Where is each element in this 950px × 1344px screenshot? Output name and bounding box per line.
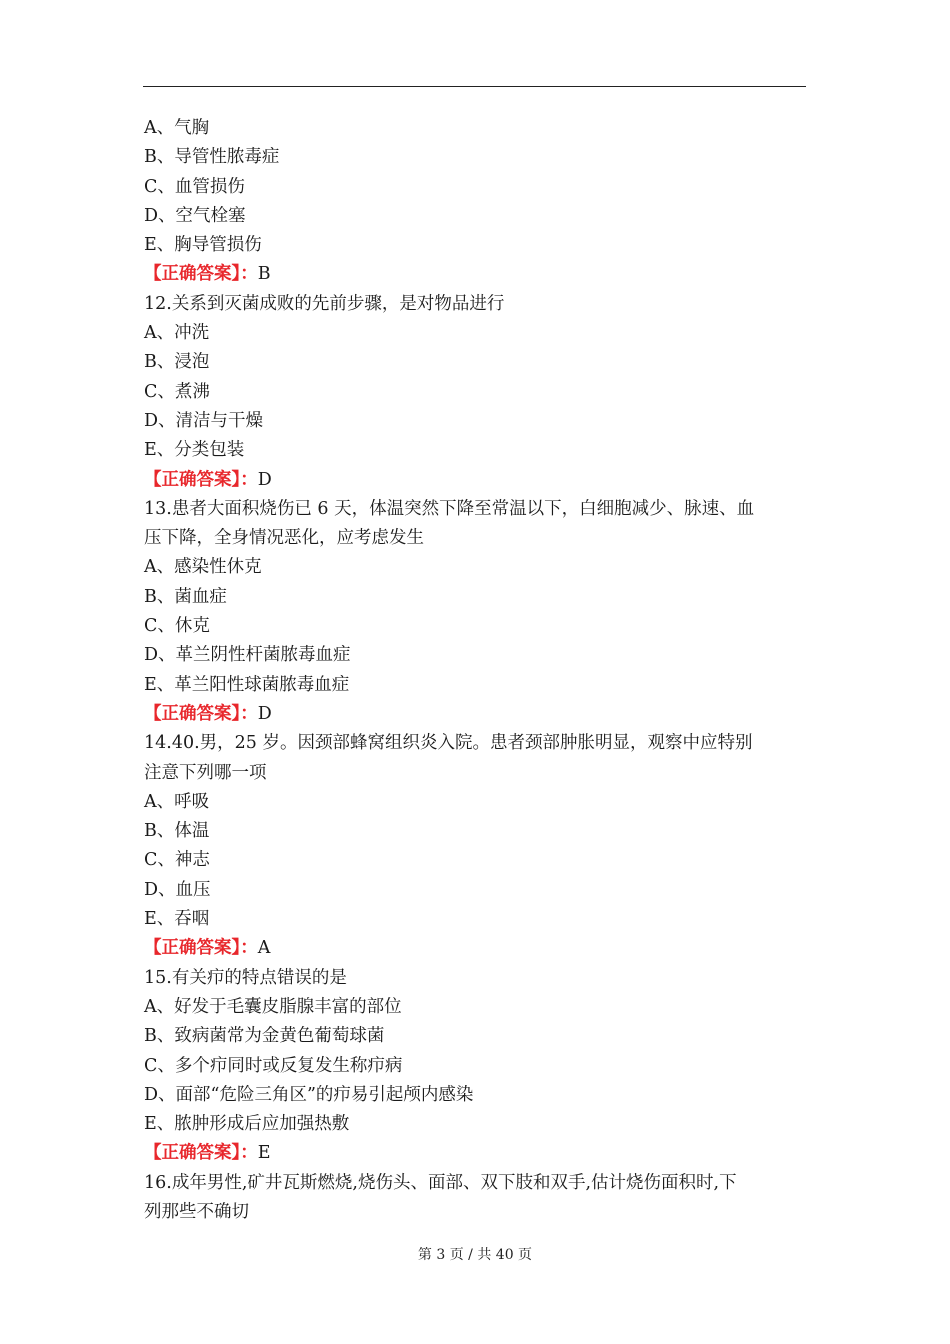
option-line: E、脓肿形成后应加强热敷 xyxy=(144,1114,350,1135)
question-line: 16.成年男性,矿井瓦斯燃烧,烧伤头、面部、双下肢和双手,估计烧伤面积时,下 xyxy=(144,1172,737,1193)
answer-label: 【正确答案】 xyxy=(144,1143,241,1164)
answer-value: D xyxy=(257,469,272,490)
question-line: 注意下列哪一项 xyxy=(144,762,267,783)
answer-separator: ： xyxy=(240,1143,258,1164)
option-line: D、空气栓塞 xyxy=(144,205,246,226)
question-line: 15.有关疖的特点错误的是 xyxy=(144,967,347,988)
option-line: D、血压 xyxy=(144,879,211,900)
option-line: B、导管性脓毒症 xyxy=(144,147,280,168)
page-content xyxy=(144,114,806,1227)
option-line: C、神志 xyxy=(144,850,210,871)
answer-value: E xyxy=(257,1143,271,1164)
question-line: 列那些不确切 xyxy=(144,1201,249,1222)
header-rule xyxy=(143,86,806,87)
option-line: C、休克 xyxy=(144,616,210,637)
option-line: E、分类包装 xyxy=(144,440,245,461)
option-line: B、致病菌常为金黄色葡萄球菌 xyxy=(144,1026,385,1047)
option-line: D、革兰阴性杆菌脓毒血症 xyxy=(144,645,351,666)
option-line: A、呼吸 xyxy=(144,791,210,812)
option-line: D、清洁与干燥 xyxy=(144,410,264,431)
answer-label: 【正确答案】 xyxy=(144,264,241,285)
answer-separator: ： xyxy=(240,703,258,724)
answer-label: 【正确答案】 xyxy=(144,469,241,490)
answer-separator: ： xyxy=(240,469,258,490)
option-line: A、感染性休克 xyxy=(144,557,262,578)
option-line: B、菌血症 xyxy=(144,586,227,607)
option-line: E、吞咽 xyxy=(144,909,210,930)
option-line: C、多个疖同时或反复发生称疖病 xyxy=(144,1055,403,1076)
option-line: A、好发于毛囊皮脂腺丰富的部位 xyxy=(144,996,402,1017)
answer-value: A xyxy=(257,938,271,959)
option-line: E、胸导管损伤 xyxy=(144,235,262,256)
answer-separator: ： xyxy=(240,938,258,959)
option-line: C、煮沸 xyxy=(144,381,210,402)
option-line: A、气胸 xyxy=(144,118,210,138)
option-line: A、冲洗 xyxy=(144,323,210,344)
answer-value: D xyxy=(257,703,272,724)
question-line: 13.患者大面积烧伤已 6 天，体温突然下降至常温以下，白细胞减少、脉速、血 xyxy=(144,498,755,519)
option-line: D、面部“危险三角区”的疖易引起颅内感染 xyxy=(144,1084,474,1105)
answer-line xyxy=(144,260,806,289)
answer-line xyxy=(144,700,806,729)
page-footer: 第 3 页 / 共 40 页 xyxy=(417,1247,533,1263)
answer-label: 【正确答案】 xyxy=(144,703,241,724)
answer-value: B xyxy=(257,264,271,285)
option-line: B、浸泡 xyxy=(144,352,210,373)
answer-separator: ： xyxy=(240,264,258,285)
option-line: C、血管损伤 xyxy=(144,176,245,197)
answer-line xyxy=(144,934,806,963)
answer-label: 【正确答案】 xyxy=(144,938,241,959)
answer-line xyxy=(144,466,806,495)
answer-line xyxy=(144,1139,806,1168)
option-line: E、革兰阳性球菌脓毒血症 xyxy=(144,674,350,695)
question-line: 12.关系到灭菌成败的先前步骤，是对物品进行 xyxy=(144,293,505,314)
question-line: 压下降，全身情况恶化，应考虑发生 xyxy=(144,528,424,549)
option-line: B、体温 xyxy=(144,821,210,842)
question-line: 14.40.男，25 岁。因颈部蜂窝组织炎入院。患者颈部肿胀明显，观察中应特别 xyxy=(144,733,753,754)
